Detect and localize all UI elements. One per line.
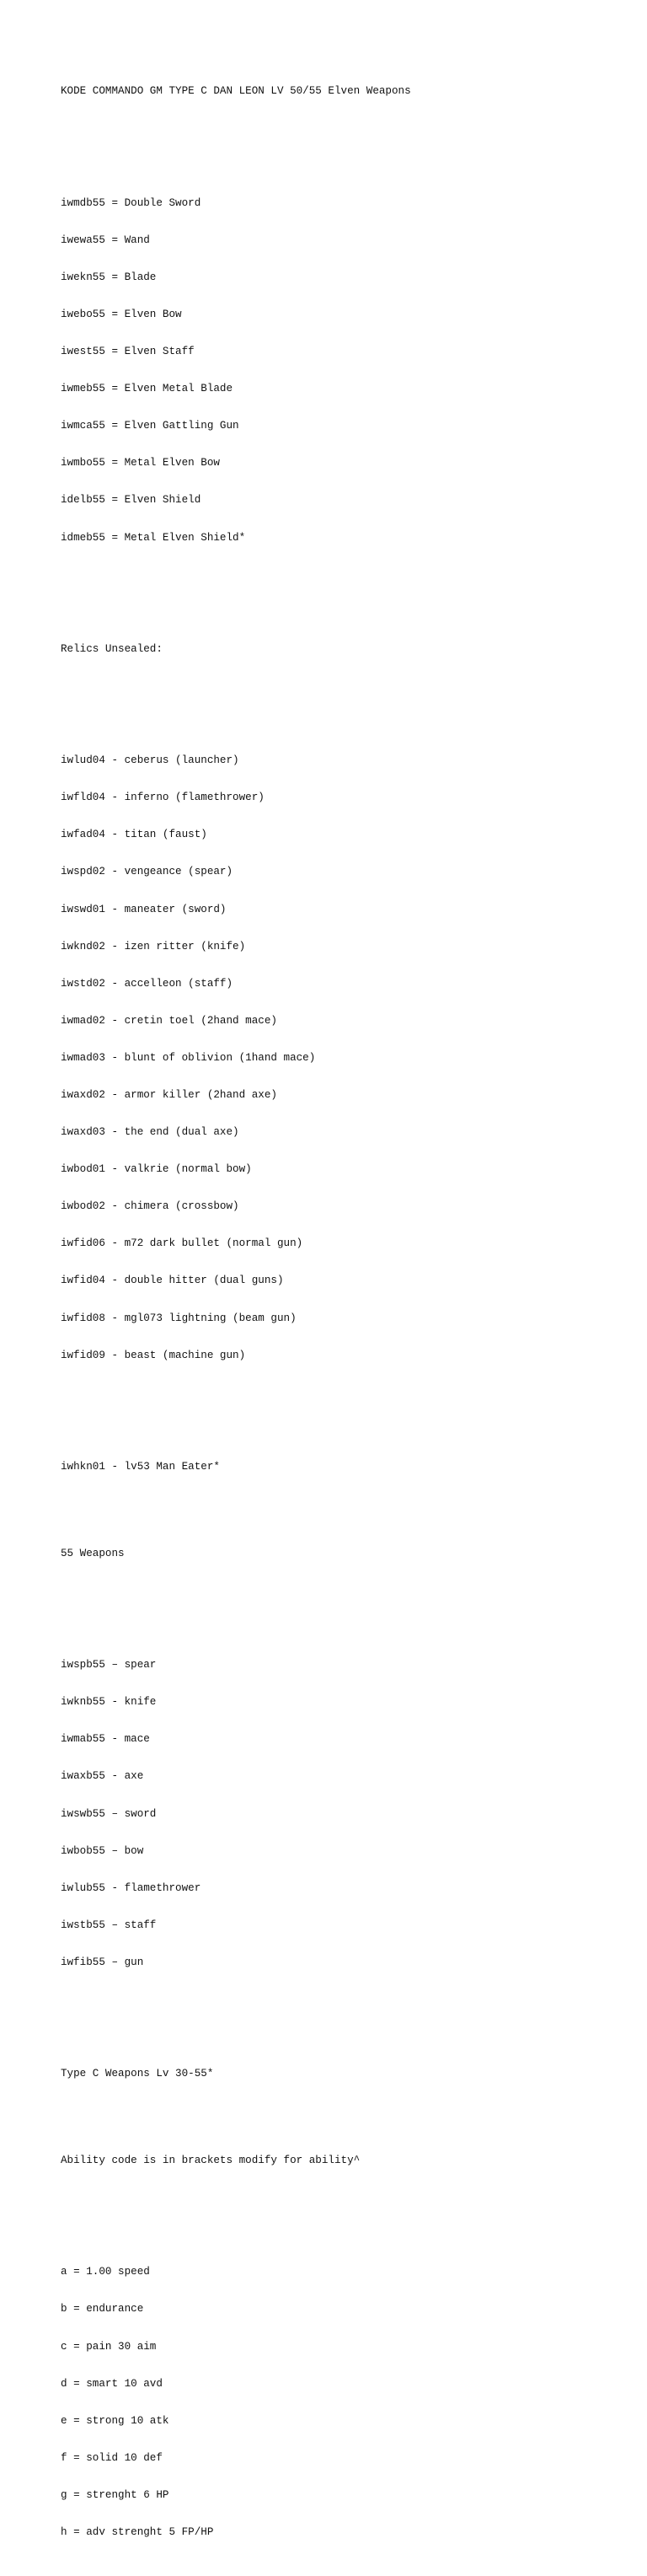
code-line: iwbob55 – bow bbox=[61, 1844, 144, 1857]
code-line: iwmdb55 = Double Sword bbox=[61, 196, 201, 209]
code-line: iwfid06 - m72 dark bullet (normal gun) bbox=[61, 1237, 303, 1250]
code-line: iwfid08 - mgl073 lightning (beam gun) bbox=[61, 1312, 297, 1324]
spacer bbox=[61, 680, 634, 693]
code-line: iwlud04 - ceberus (launcher) bbox=[61, 754, 239, 767]
code-line: e = strong 10 atk bbox=[61, 2414, 169, 2427]
typec-heading: Type C Weapons Lv 30-55* bbox=[61, 2068, 214, 2080]
spacer bbox=[61, 123, 634, 136]
code-line: b = endurance bbox=[61, 2303, 144, 2316]
spacer bbox=[61, 1411, 634, 1424]
code-line: h = adv strenght 5 FP/HP bbox=[61, 2526, 214, 2539]
spacer bbox=[61, 593, 634, 606]
code-line: iwbod01 - valkrie (normal bow) bbox=[61, 1163, 252, 1176]
spacer bbox=[61, 2192, 634, 2204]
spacer bbox=[61, 1498, 634, 1511]
spacer bbox=[61, 2105, 634, 2117]
code-line: idelb55 = Elven Shield bbox=[61, 494, 201, 507]
code-line: d = smart 10 avd bbox=[61, 2377, 163, 2390]
code-line: iwebo55 = Elven Bow bbox=[61, 308, 182, 320]
code-line: iwknd02 - izen ritter (knife) bbox=[61, 940, 246, 953]
code-line: iwewa55 = Wand bbox=[61, 233, 150, 246]
spacer bbox=[61, 1585, 634, 1597]
document-title: KODE COMMANDO GM TYPE C DAN LEON LV 50/55 Elven Weapons bbox=[61, 85, 411, 98]
code-line: iwfid09 - beast (machine gun) bbox=[61, 1349, 246, 1361]
spacer bbox=[61, 2018, 634, 2031]
code-line: iwmeb55 = Elven Metal Blade bbox=[61, 383, 233, 395]
weapons55-heading: 55 Weapons bbox=[61, 1547, 125, 1559]
elven-weapons-list bbox=[61, 172, 634, 568]
code-line: iwaxd03 - the end (dual axe) bbox=[61, 1126, 239, 1139]
code-line: a = 1.00 speed bbox=[61, 2266, 150, 2278]
code-line: iwmad02 - cretin toel (2hand mace) bbox=[61, 1014, 277, 1027]
code-line: iwswb55 – sword bbox=[61, 1807, 157, 1820]
code-line: iwstb55 – staff bbox=[61, 1919, 157, 1931]
code-line: iwspd02 - vengeance (spear) bbox=[61, 866, 233, 878]
code-line: iwaxb55 - axe bbox=[61, 1770, 144, 1783]
code-line: iwbod02 - chimera (crossbow) bbox=[61, 1200, 239, 1213]
code-line: iwmab55 - mace bbox=[61, 1733, 150, 1746]
code-line: iwstd02 - accelleon (staff) bbox=[61, 977, 233, 990]
code-line: g = strenght 6 HP bbox=[61, 2488, 169, 2501]
code-line: iwmbo55 = Metal Elven Bow bbox=[61, 457, 220, 470]
maneater-line: iwhkn01 - lv53 Man Eater* bbox=[61, 1460, 220, 1473]
code-line: iwmad03 - blunt of oblivion (1hand mace) bbox=[61, 1051, 316, 1064]
code-line: iwknb55 - knife bbox=[61, 1696, 157, 1709]
code-line: f = solid 10 def bbox=[61, 2451, 163, 2464]
abilities-list bbox=[61, 2241, 634, 2563]
code-line: idmeb55 = Metal Elven Shield* bbox=[61, 531, 246, 544]
code-line: iwspb55 – spear bbox=[61, 1659, 157, 1672]
code-line: iwaxd02 - armor killer (2hand axe) bbox=[61, 1088, 277, 1101]
code-line: c = pain 30 aim bbox=[61, 2340, 157, 2353]
code-line: iwlub55 - flamethrower bbox=[61, 1881, 201, 1894]
code-line: iwfid04 - double hitter (dual guns) bbox=[61, 1275, 284, 1287]
relics-heading: Relics Unsealed: bbox=[61, 642, 163, 655]
code-line: iwfib55 – gun bbox=[61, 1956, 144, 1968]
code-line: iwest55 = Elven Staff bbox=[61, 346, 195, 358]
code-line: iwmca55 = Elven Gattling Gun bbox=[61, 420, 239, 432]
relics-list bbox=[61, 730, 634, 1387]
code-line: iwswd01 - maneater (sword) bbox=[61, 903, 227, 915]
weapons55-list bbox=[61, 1634, 634, 1994]
document-page bbox=[61, 61, 634, 2576]
ability-note: Ability code is in brackets modify for ability^ bbox=[61, 2155, 361, 2167]
code-line: iwekn55 = Blade bbox=[61, 271, 157, 283]
code-line: iwfad04 - titan (faust) bbox=[61, 829, 207, 841]
code-line: iwfld04 - inferno (flamethrower) bbox=[61, 792, 265, 804]
